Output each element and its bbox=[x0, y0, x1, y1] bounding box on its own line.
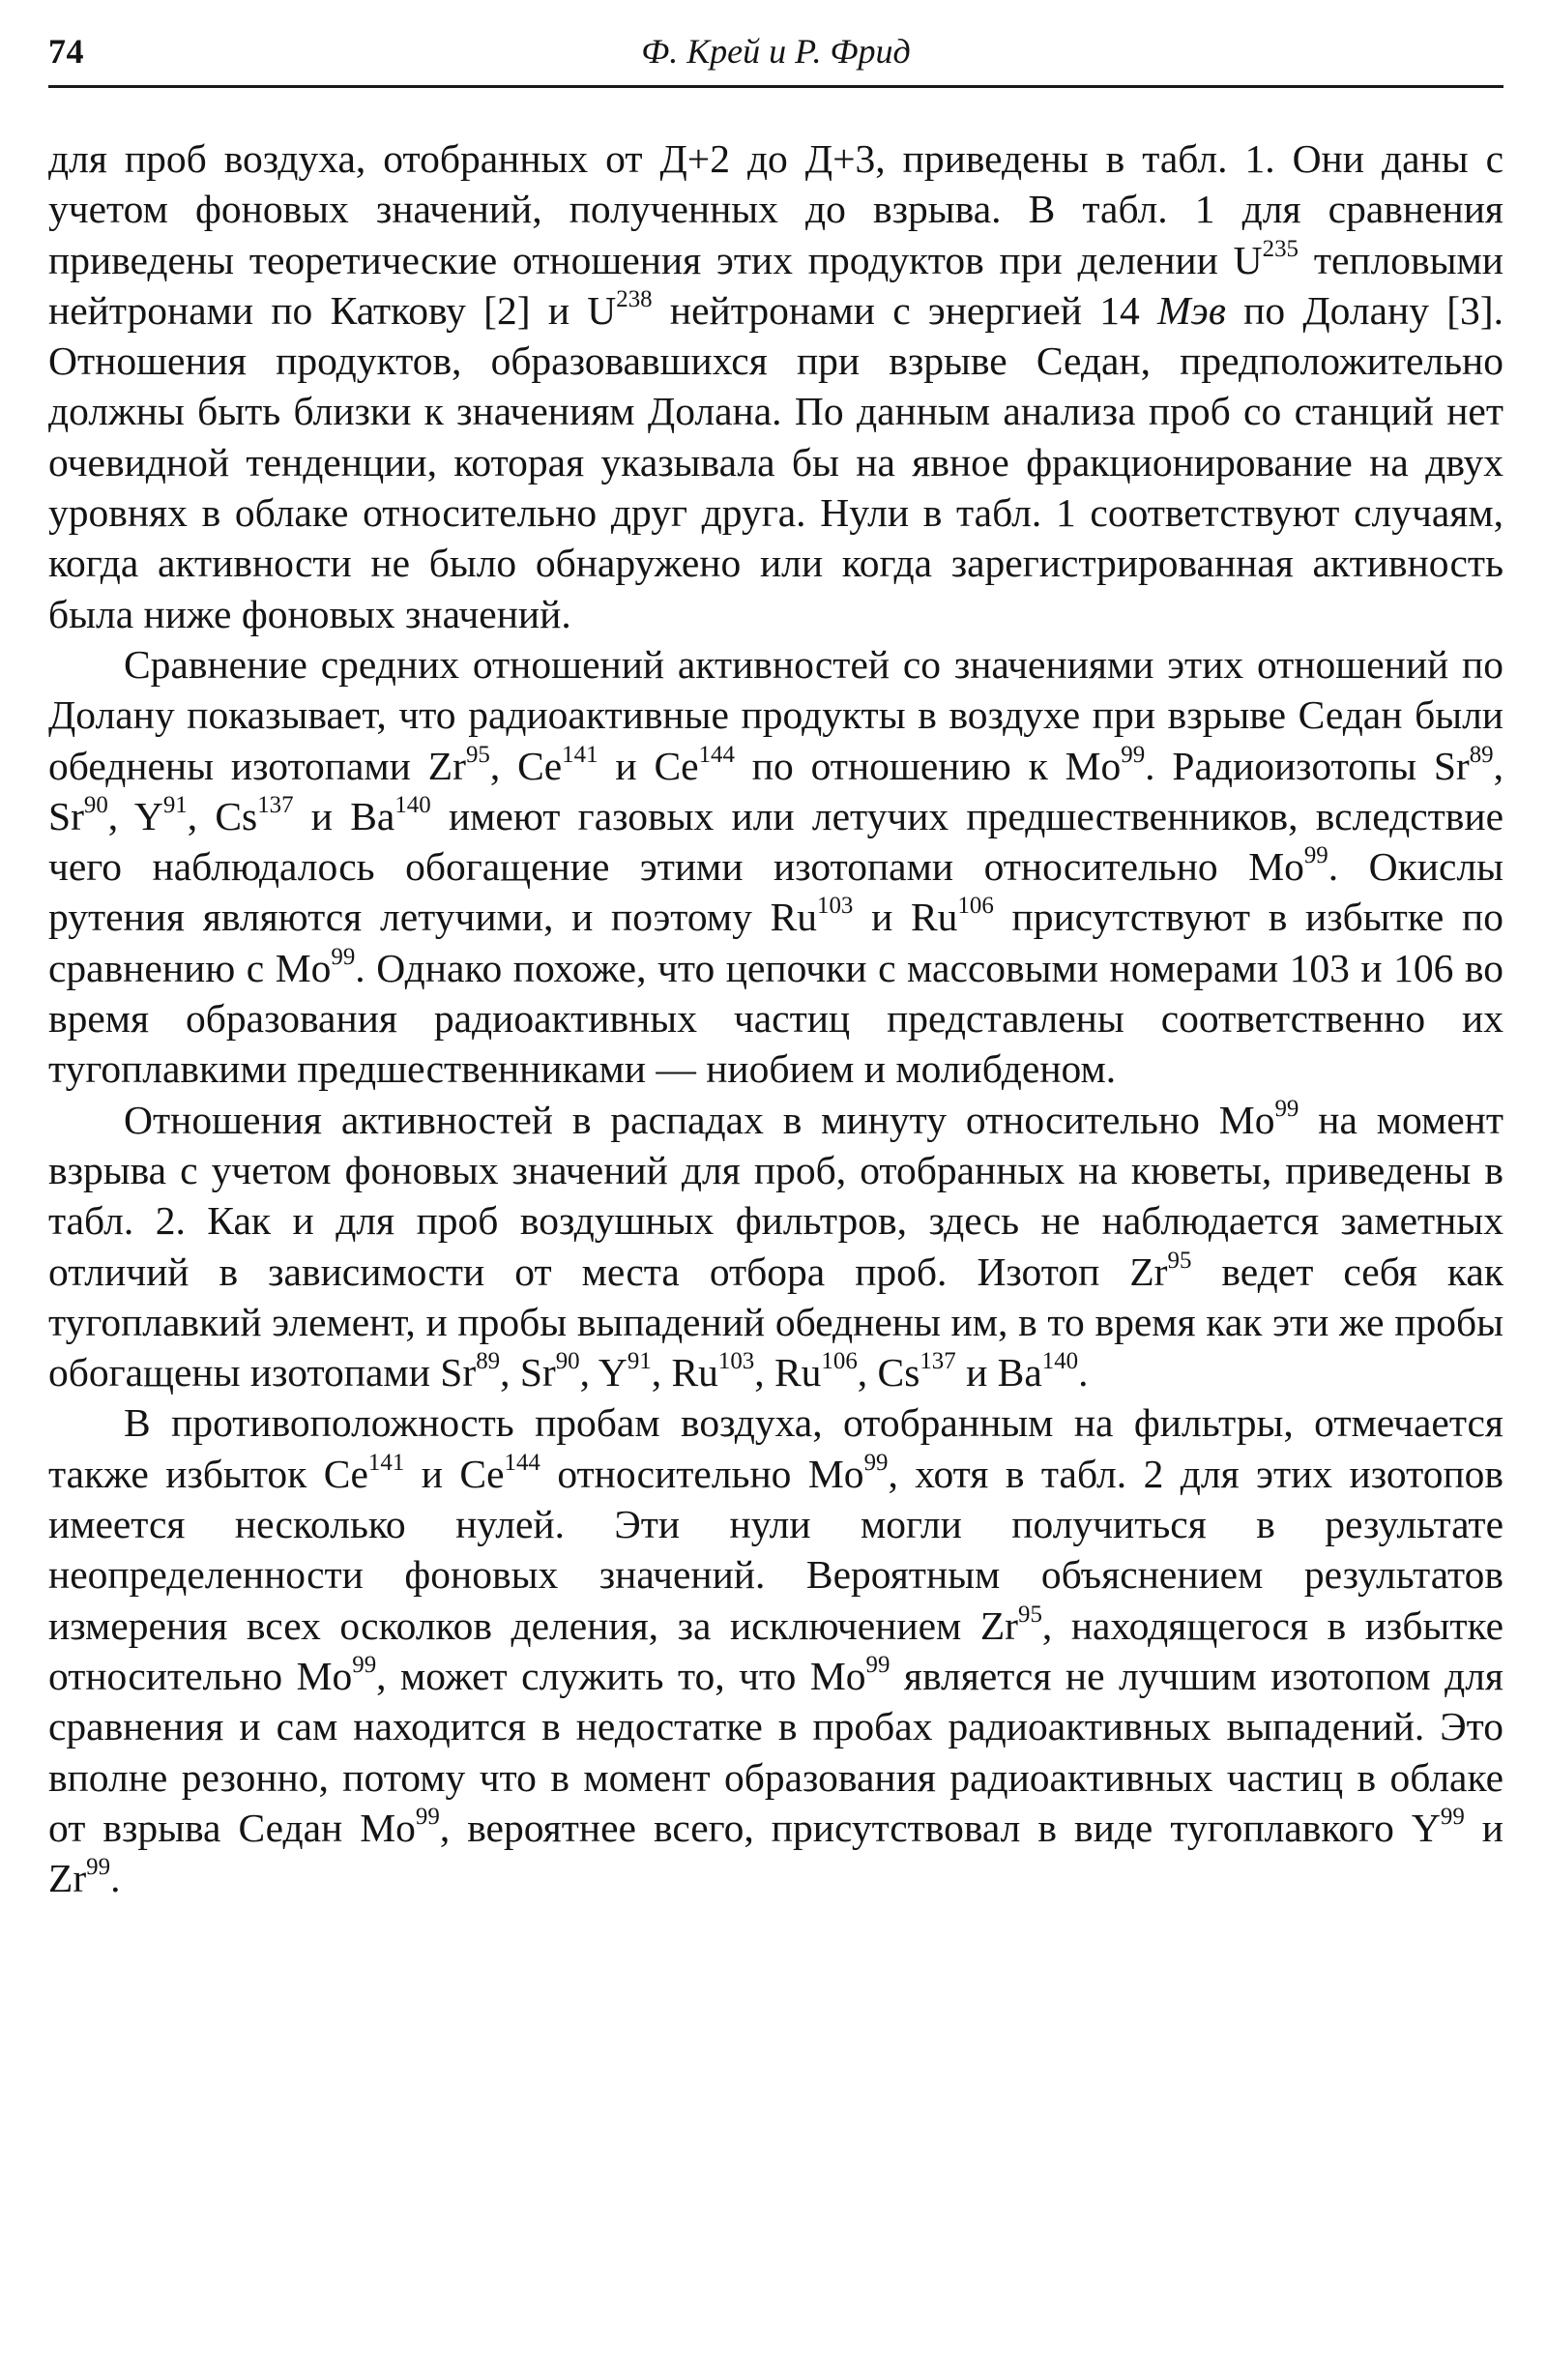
superscript: 103 bbox=[817, 893, 854, 920]
text-run: . Радиоизотопы Sr bbox=[1145, 743, 1470, 788]
text-run: , Cs bbox=[857, 1350, 920, 1396]
superscript: 99 bbox=[1121, 741, 1146, 768]
text-run: и Ba bbox=[293, 793, 395, 838]
superscript: 99 bbox=[1440, 1803, 1465, 1830]
page-number: 74 bbox=[48, 32, 84, 71]
superscript: 140 bbox=[1041, 1348, 1079, 1375]
text-run: Отношения активностей в распадах в минуту относительно Mo bbox=[124, 1097, 1275, 1142]
superscript: 99 bbox=[415, 1803, 440, 1830]
superscript: 95 bbox=[465, 741, 490, 768]
text-run: , Cs bbox=[187, 793, 258, 838]
text-run: и Ce bbox=[598, 743, 699, 788]
superscript: 106 bbox=[821, 1348, 858, 1375]
header-authors: Ф. Крей и Р. Фрид bbox=[641, 32, 911, 71]
text-run: Сравнение средних отношений активностей со значениями этих отношений по Долану показывает, что радиоактивные продукты в воздухе при взрыве Седан были обеднены изотопами Zr bbox=[48, 641, 1503, 788]
paragraph bbox=[48, 639, 1503, 1095]
superscript: 95 bbox=[1018, 1601, 1042, 1628]
superscript: 91 bbox=[162, 791, 188, 818]
text-run: тепловыми нейтронами по Каткову [2] и U bbox=[48, 237, 1503, 333]
text-run: и Zr bbox=[48, 1805, 1503, 1901]
superscript: 235 bbox=[1262, 235, 1299, 262]
document-page bbox=[48, 27, 1503, 2348]
superscript: 103 bbox=[717, 1348, 755, 1375]
text-run: и Ru bbox=[853, 895, 958, 940]
text-run: , Sr bbox=[500, 1350, 556, 1396]
text-run: , Ru bbox=[754, 1350, 822, 1396]
superscript: 89 bbox=[476, 1348, 501, 1375]
text-run: , может служить то, что Mo bbox=[376, 1653, 866, 1698]
superscript: 90 bbox=[83, 791, 108, 818]
text-run: ведет себя как тугоплавкий элемент, и пробы выпадений обеднены им, в то время как эти же пробы обогащены изотопами Sr bbox=[48, 1249, 1504, 1396]
text-run: , вероятнее всего, присутствовал в виде тугоплавкого Y bbox=[439, 1805, 1441, 1850]
superscript: 137 bbox=[919, 1348, 956, 1375]
text-run: присутствуют в избытке по сравнению с Mo bbox=[48, 895, 1503, 990]
paragraph bbox=[48, 1095, 1503, 1398]
text-run: для проб воздуха, отобранных от Д+2 до Д+3, приведены в табл. 1. Они даны с учетом фоновых значений, полученных до взрыва. В табл. 1 для сравнения приведены теоретические отношения этих продуктов при делении U bbox=[48, 136, 1503, 282]
superscript: 144 bbox=[698, 741, 735, 768]
superscript: 99 bbox=[331, 943, 356, 970]
text-run: относительно Mo bbox=[540, 1451, 864, 1496]
superscript: 99 bbox=[1274, 1095, 1299, 1122]
superscript: 90 bbox=[555, 1348, 580, 1375]
superscript: 91 bbox=[627, 1348, 652, 1375]
superscript: 99 bbox=[863, 1449, 889, 1476]
superscript: 141 bbox=[367, 1449, 405, 1476]
header-rule bbox=[48, 85, 1503, 88]
text-run: и Ba bbox=[955, 1350, 1042, 1396]
superscript: 140 bbox=[394, 791, 431, 818]
text-run: , Sr bbox=[48, 743, 1503, 838]
text-run: , хотя в табл. 2 для этих изотопов имеется несколько нулей. Эти нули могли получиться в результате неопределенности фоновых значений. Вероятным объяснением результатов измерения всех осколков деления, за исключением Zr bbox=[48, 1451, 1503, 1648]
text-run: и Ce bbox=[404, 1451, 505, 1496]
text-run: , Ru bbox=[651, 1350, 718, 1396]
text-run: . bbox=[1078, 1350, 1089, 1396]
text-run: , Ce bbox=[489, 743, 563, 788]
text-run: имеют газовых или летучих предшественников, вследствие чего наблюдалось обогащение этими изотопами относительно Mo bbox=[48, 793, 1503, 890]
superscript: 99 bbox=[352, 1651, 377, 1678]
text-run: , Y bbox=[579, 1350, 628, 1396]
superscript: 99 bbox=[865, 1651, 890, 1678]
text-run: . Окислы рутения являются летучими, и поэтому Ru bbox=[48, 844, 1503, 940]
text-run: . Однако похоже, что цепочки с массовыми номерами 103 и 106 во время образования радиоактивных частиц представлены соответственно их тугоплавкими предшественниками — ниобием и молибденом. bbox=[48, 945, 1503, 1092]
text-run: нейтронами с энергией 14 bbox=[652, 287, 1157, 333]
superscript: 89 bbox=[1469, 741, 1494, 768]
superscript: 95 bbox=[1167, 1247, 1192, 1274]
text-run: на момент взрыва с учетом фоновых значений для проб, отобранных на кюветы, приведены в табл. 2. Как и для проб воздушных фильтров, здесь не наблюдается заметных отличий в зависимости от места отбора проб. Изотоп Zr bbox=[48, 1097, 1503, 1294]
running-header bbox=[48, 27, 1503, 87]
text-run: . bbox=[110, 1856, 121, 1901]
superscript: 238 bbox=[616, 285, 653, 312]
text-run: В противоположность пробам воздуха, отобранным на фильтры, отмечается также избыток Ce bbox=[48, 1400, 1503, 1496]
superscript: 99 bbox=[1303, 842, 1328, 869]
superscript: 144 bbox=[504, 1449, 540, 1476]
superscript: 99 bbox=[86, 1854, 111, 1881]
text-run: является не лучшим изотопом для сравнения и сам находится в недостатке в пробах радиоактивных выпадений. Это вполне резонно, потому что в момент образования радиоактивных частиц в облаке от взрыва Седан Mo bbox=[48, 1653, 1504, 1850]
text-run: , Y bbox=[107, 793, 163, 838]
superscript: 137 bbox=[257, 791, 294, 818]
italic-text: Мэв bbox=[1156, 287, 1226, 333]
body-text bbox=[48, 133, 1503, 1903]
text-run: по Долану [3]. Отношения продуктов, образовавшихся при взрыве Седан, предположительно должны быть близки к значениям Долана. По данным анализа проб со станций нет очевидной тенденции, которая указывала бы на явное фракционирование на двух уровнях в облаке относительно друг друга. Нули в табл. 1 соответствуют случаям, когда активности не было обнаружено или когда зарегистрированная активность была ниже фоновых значений. bbox=[48, 287, 1503, 636]
text-run: , находящегося в избытке относительно Mo bbox=[48, 1602, 1504, 1698]
superscript: 141 bbox=[562, 741, 598, 768]
paragraph bbox=[48, 133, 1503, 639]
superscript: 106 bbox=[957, 893, 994, 920]
paragraph bbox=[48, 1397, 1503, 1903]
text-run: по отношению к Mo bbox=[734, 743, 1122, 788]
